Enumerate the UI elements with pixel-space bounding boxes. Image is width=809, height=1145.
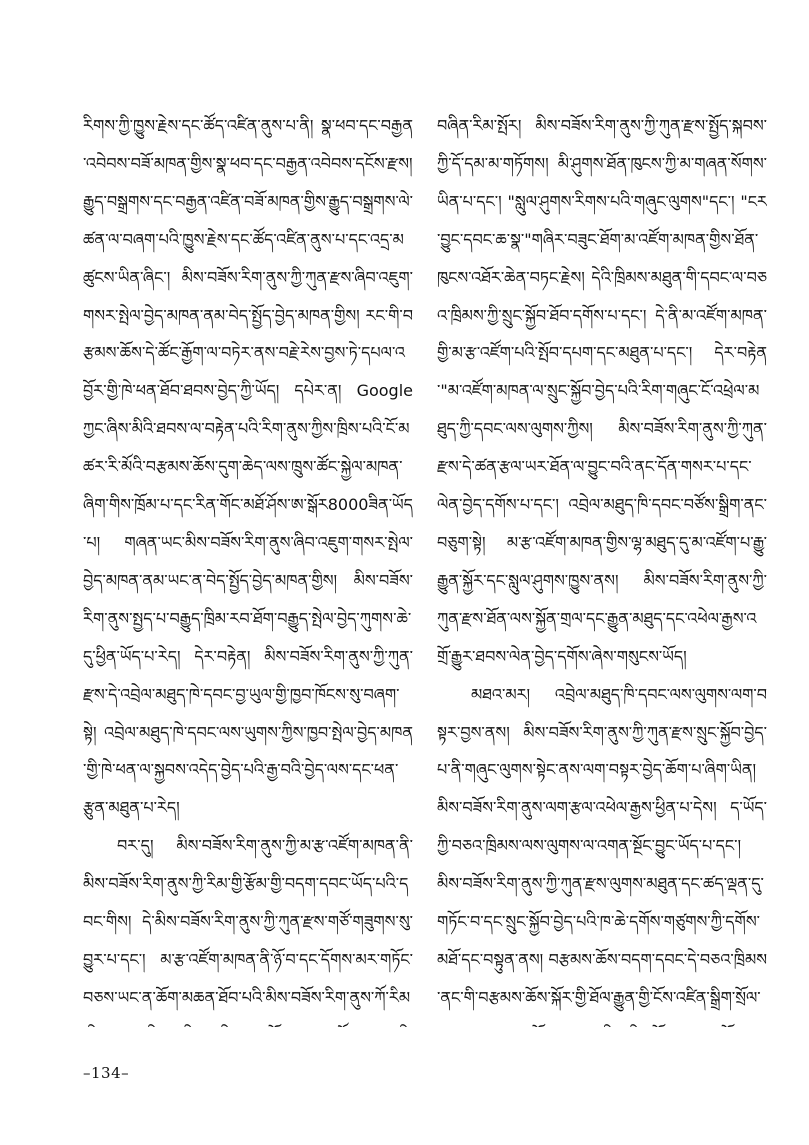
right-paragraph-1: བཞིན་རིམ་སྤོར། མིས་བཟོས་རིག་ནུས་ཀྱི་ཀུན་རྫས་སྤྱོད་སྐབས་ཀྱི་དོ་དམ་མ་གཏོགས། མི་ཤུགས་ཐོན་ཁུངས་ཀྱི་མ་གཞན་སོགས་ཡིན་པ་དང་། "སླུལ་ཤུགས་རིགས་པའི་གཞུང་ལུགས"དང་། "ངར་བྱུང་དབང་ཆ་སྣ་"གཞིར་བཟུང་ཐོག་མ་འཛོག་མཁན་གྱིས་ཐོན་ཁུངས་འཐོར་ཆེན་བཏང་རྗེས། དེའི་ཁྲིམས་མཐུན་གི་དབང་ལ་བཅའ་ཁྲིམས་ཀྱི་སྲུང་སྐྱོབ་ཐོབ་དགོས་པ་དང་། དེ་ནི་མ་འཛོག་མཁན་གྱི་མ་རྩ་འཛོག་པའི་སྤོབ་དཔག་དང་མཐུན་པ་དང་། དེར་བརྟེན་"མ་འཛོག་མཁན་ལ་སྲུང་སྐྱོབ་བྱེད་པའི་རིག་གཞུང་ངོ་འཕྲེལ་མཐུད་ཀྱི་དབང་ལས་ལུགས་ཀྱིས། མིས་བཟོས་རིག་ནུས་ཀྱི་ཀུན་རྫས་དེ་ཚན་རྩལ་ཡར་ཐོན་ལ་བྱུང་བའི་ནང་དོན་གསར་པ་དང་ལེན་བྱེད་དགོས་པ་དང་། འབྲེལ་མཐུད་ཁི་དབང་བཙོས་སྒྲིག་ནང་བཅུག་སྟེ། མ་རྩ་འཛོག་མཁན་གྱིས་ལྷ་མཐུད་དུ་མ་འཛོག་པ་རྒྱུ་རྒྱུན་སྐྱོར་དང་སླུལ་ཤུགས་ཁྱུས་ནས། མིས་བཟོས་རིག་ནུས་ཀྱི་ཀུན་རྫས་ཐོན་ལས་སྐྱོན་གྲལ་དང་རྒྱུན་མཐུད་དང་འཕེལ་རྒྱས་འགྲོ་རྒྱུར་ཐབས་ལེན་བྱེད་དགོས་ཞེས་གསུངས་ཡོད། xyxy=(437,116,767,666)
left-paragraph-1: རིགས་ཀྱི་ཁྱུས་རྗེས་དང་ཚོད་འཛིན་ནུས་པ་ནི། སྣ་ཕབ་དང་བརྒྱན་འབེབས་བཟོ་མཁན་གྱིས་སྣ་ཕབ་དང་བརྒྱན་འབེབས་དངོས་རྫས། རྒྱུད་བསྒྲགས་དང་བརྒྱན་འཛིན་བཟོ་མཁན་གྱིས་རྒྱུད་བསྒྲགས་ལེ་ཚན་ལ་བཞག་པའི་ཁྱུས་རྗེས་དང་ཚོད་འཛིན་ནུས་པ་དང་འདྲ་མཚུངས་ཡིན་ཞིང་། མིས་བཟོས་རིག་ནུས་ཀྱི་ཀུན་རྫས་ཞིབ་འཇུག་གསར་སྤེལ་བྱེད་མཁན་ནམ་བེད་སྤྱོད་བྱེད་མཁན་གྱིས། རང་གི་བརྩམས་ཆོས་དེ་ཚོང་རྒྱོག་ལ་བཏེར་ནས་བརྗེ་རེས་བྱས་ཏེ་དཔལ་འབྱོར་གྱི་ཁེ་ཕན་ཐོབ་ཐབས་བྱེད་ཀྱི་ཡོད། དཔེར་ན། Googleཀྱང་ཞིས་མིའི་ཐབས་ལ་བརྟེན་པའི་རིག་ནུས་ཀྱིས་ཁྲིས་པའི་ངོ་མཚར་རི་མོའི་བརྩམས་ཆོས་དུག་ཆེད་ལས་ཁྲུས་ཚོང་སྐྱེལ་མཁན་ཞིག་གིས་ཁྲོམ་པ་དང་རིན་གོང་མཐོ་ཤོས་ཨ་སྒོར8000ཟིན་ཡོད་པ། གཞན་ཡང་མིས་བཟོས་རིག་ནུས་ཞིབ་འཇུག་གསར་སྤེལ་བྱེད་མཁན་ནམ་ཡང་ན་བེད་སྤྱོད་བྱེད་མཁན་གྱིས། མིས་བཟོས་རིག་ནུས་སྤྱད་པ་བརྒྱུད་ཁྲིམ་རབ་ཐོག་བརྒྱུད་སྤེལ་བྱེད་ཀུགས་ཆེ་དུ་ཕྱིན་ཡོད་པ་རེད། དེར་བརྟེན། མིས་བཟོས་རིག་ནུས་ཀྱི་ཀུན་རྫས་དེ་འབྲེལ་མཐུད་ཁེ་དབང་བྱ་ཡུལ་གྱི་ཁྱབ་ཁོངས་སུ་བཞག་སྟེ། འབྲེལ་མཐུད་ཁེ་དབང་ལས་ཡུགས་ཀྱིས་ཁྱབ་སྤེལ་བྱེད་མཁན་གྱི་ཁེ་ཕན་ལ་སྐྱབས་འདེད་བྱེད་པའི་རྒྱ་བའི་བྱེད་ལས་དང་ཕན་རྩུན་མཐུན་པ་རེད། xyxy=(83,116,413,818)
right-column xyxy=(437,107,767,1027)
left-column xyxy=(83,107,413,1027)
left-paragraph-2: བར་དུ། མིས་བཟོས་རིག་ནུས་ཀྱི་མ་རྩ་འཛོག་མཁན་ནི་མིས་བཟོས་རིག་ནུས་ཀྱི་རིམ་གྱི་རྩོམ་གྱི་བདག་དབང་ཡོད་པའི་དབང་གིས། དེ་མིས་བཟོས་རིག་ནུས་ཀྱི་ཀུན་རྫས་གཙོ་གཟུགས་སུ་བྱུར་པ་དང་། མ་རྩ་འཛོག་མཁན་ནི་ཉོ་བ་དང་དོགས་མར་གཏོང་བཅས་ཡང་ན་ཆོག་མཆན་ཐོབ་པའི་མིས་བཟོས་རིག་ནུས་ཀོ་རིམ xyxy=(83,836,413,1007)
right-paragraph-2: མཐའ་མར། འབྲེལ་མཐུད་ཁི་དབང་ལས་ལུགས་ལག་བསྟར་བྱས་ནས། མིས་བཟོས་རིག་ནུས་ཀྱི་ཀུན་རྫས་སྲུང་སྐྱོབ་བྱེད་པ་ནི་གཞུང་ལུགས་སྟེང་ནས་ལག་བསྟར་བྱེད་ཆོག་པ་ཞིག་ཡིན། མིས་བཟོས་རིག་ནུས་ལག་རྩལ་འཕེལ་རྒྱས་ཕྱིན་པ་དེས། ད་ཡོད་ཀྱི་བཅའ་ཁྲིམས་ལས་ལུགས་ལ་འགན་སྔོང་བྱུང་ཡོད་པ་དང་། མིས་བཟོས་རིག་ནུས་ཀྱི་ཀུན་རྫས་ལུགས་མཐུན་དང་ཚད་ལྡན་དུ་གཏོང་བ་དང་སྲུང་སྐྱོབ་བྱེད་པའི་ཁ་ཆེ་དགོས་གཙུགས་ཀྱི་དགོས་མཐོ་དང་བསྟུན་ནས། བརྩམས་ཆོས་བདག་དབང་དེ་བཅའ་ཁྲིམས་ནང་གི་བརྩམས་ཆོས་སྐོར་གྱི་ཐོལ་རྒྱུན་གྱི་ངོས་འཛིན་སྒྲིག་སྲོལ་ xyxy=(437,684,767,1007)
page-number: –134– xyxy=(83,1064,130,1082)
